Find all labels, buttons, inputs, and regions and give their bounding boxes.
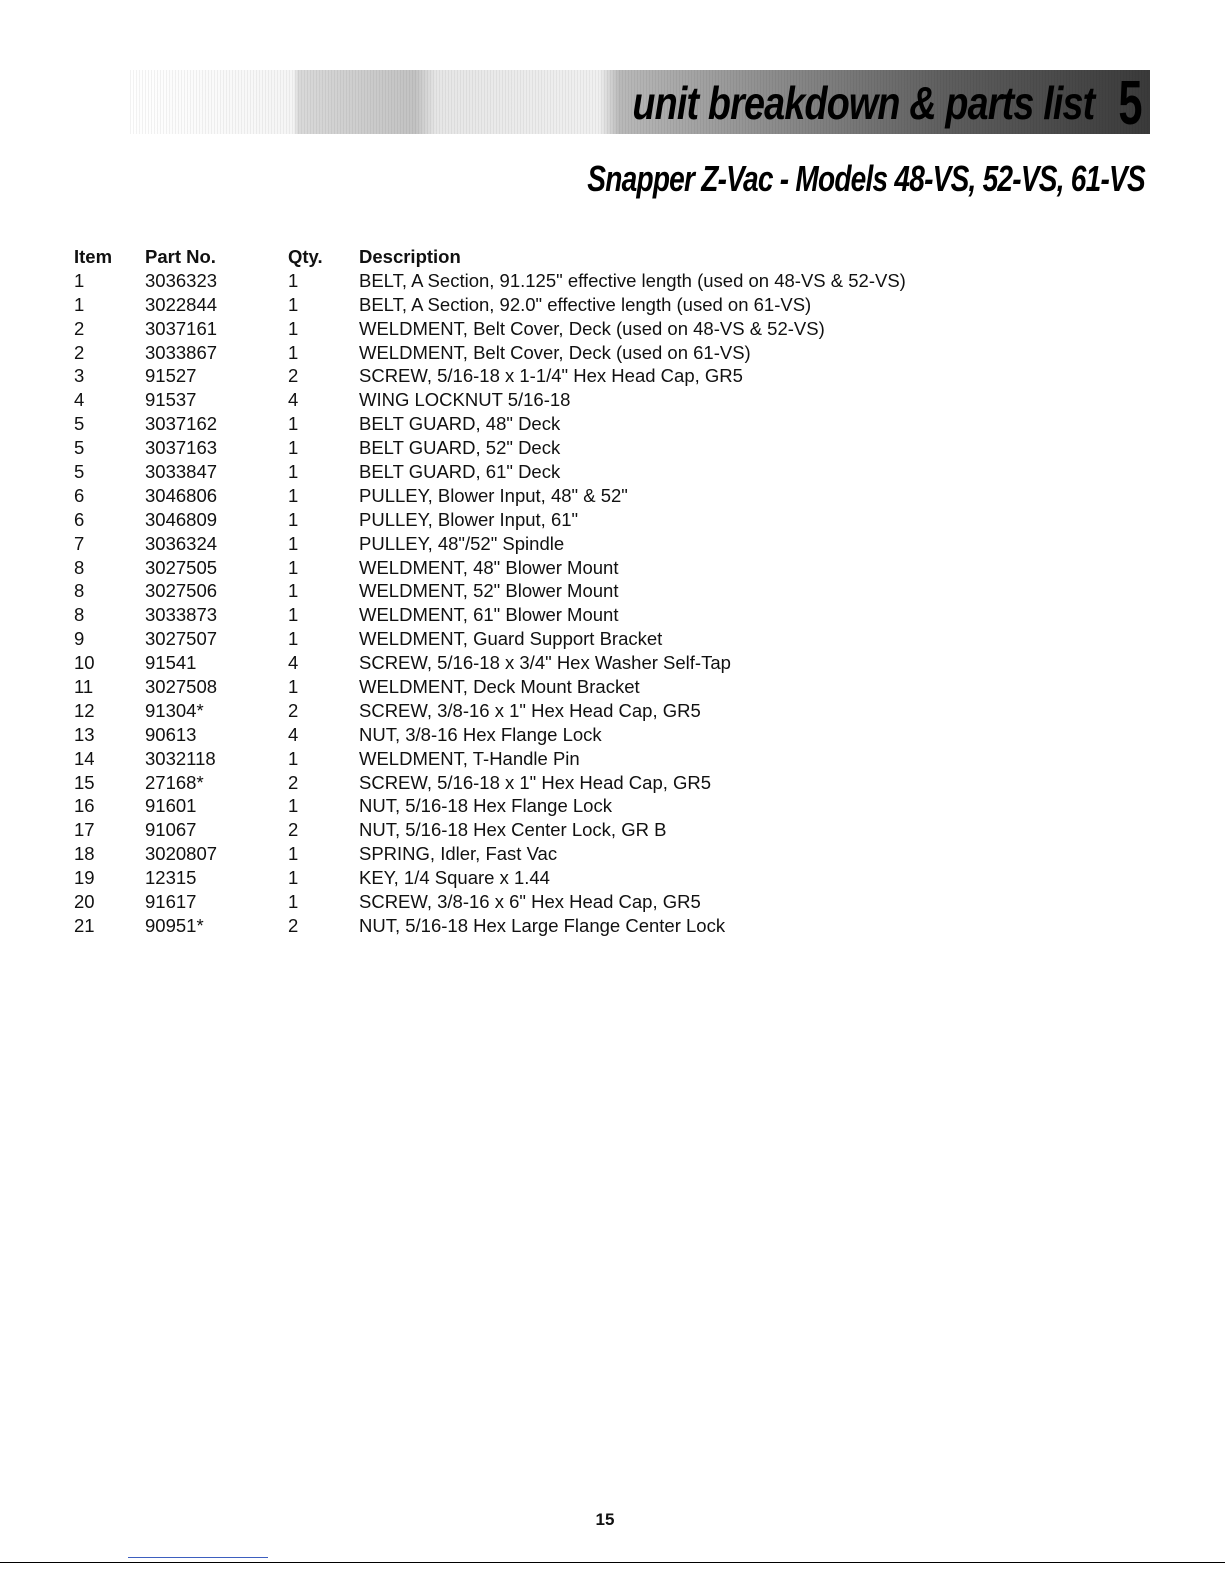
cell-description: PULLEY, 48"/52" Spindle	[359, 532, 565, 554]
cell-description: WELDMENT, Belt Cover, Deck (used on 61-VS)	[359, 341, 751, 363]
cell-part-no: 3027505	[145, 556, 218, 578]
table-row	[74, 651, 1059, 675]
cell-qty: 1	[288, 269, 299, 291]
cell-item: 1	[74, 293, 85, 315]
cell-part-no: 3036323	[145, 269, 218, 291]
cell-part-no: 3033873	[145, 604, 218, 626]
cell-qty: 1	[288, 317, 299, 339]
table-row	[74, 269, 1059, 293]
cell-description: WELDMENT, T-Handle Pin	[359, 747, 580, 769]
cell-description: BELT, A Section, 92.0" effective length (used on 61-VS)	[359, 293, 812, 315]
cell-description: NUT, 5/16-18 Hex Center Lock, GR B	[359, 819, 667, 841]
cell-description: SCREW, 5/16-18 x 3/4" Hex Washer Self-Tap	[359, 652, 731, 674]
cell-item: 6	[74, 508, 85, 530]
cell-part-no: 3046806	[145, 484, 218, 506]
cell-part-no: 3037163	[145, 437, 218, 459]
cell-qty: 1	[288, 556, 299, 578]
table-row	[74, 556, 1059, 580]
parts-table-body	[74, 269, 1059, 938]
cell-qty: 1	[288, 795, 299, 817]
cell-description: WELDMENT, Deck Mount Bracket	[359, 675, 640, 697]
cell-item: 3	[74, 365, 85, 387]
cell-item: 7	[74, 532, 85, 554]
cell-description: SCREW, 5/16-18 x 1" Hex Head Cap, GR5	[359, 771, 712, 793]
column-header-qty: Qty.	[288, 245, 323, 267]
cell-item: 10	[74, 652, 95, 674]
cell-part-no: 3033867	[145, 341, 218, 363]
cell-qty: 1	[288, 484, 299, 506]
cell-description: WING LOCKNUT 5/16-18	[359, 389, 571, 411]
cell-description: SCREW, 5/16-18 x 1-1/4" Hex Head Cap, GR5	[359, 365, 743, 387]
table-row	[74, 364, 1059, 388]
cell-item: 6	[74, 484, 85, 506]
cell-part-no: 91541	[145, 652, 197, 674]
cell-qty: 1	[288, 413, 299, 435]
cell-qty: 1	[288, 867, 299, 889]
cell-description: PULLEY, Blower Input, 48" & 52"	[359, 484, 628, 506]
cell-qty: 2	[288, 365, 299, 387]
cell-description: KEY, 1/4 Square x 1.44	[359, 867, 550, 889]
table-row	[74, 317, 1059, 341]
cell-item: 16	[74, 795, 95, 817]
cell-item: 2	[74, 341, 85, 363]
table-row	[74, 818, 1059, 842]
cell-qty: 1	[288, 890, 299, 912]
cell-item: 12	[74, 699, 95, 721]
section-number: 5	[1117, 69, 1142, 138]
cell-part-no: 90613	[145, 723, 197, 745]
footer-rule	[0, 1562, 1225, 1563]
cell-item: 2	[74, 317, 85, 339]
cell-item: 15	[74, 771, 95, 793]
table-row	[74, 794, 1059, 818]
cell-item: 20	[74, 890, 95, 912]
cell-description: SPRING, Idler, Fast Vac	[359, 843, 558, 865]
cell-part-no: 91527	[145, 365, 197, 387]
cell-part-no: 12315	[145, 867, 197, 889]
table-row	[74, 508, 1059, 532]
cell-item: 11	[74, 675, 94, 697]
cell-part-no: 3027508	[145, 675, 218, 697]
cell-qty: 1	[288, 532, 299, 554]
cell-item: 8	[74, 556, 85, 578]
table-row	[74, 723, 1059, 747]
cell-qty: 2	[288, 914, 299, 936]
cell-item: 5	[74, 413, 85, 435]
cell-item: 9	[74, 628, 85, 650]
table-row	[74, 579, 1059, 603]
cell-qty: 2	[288, 819, 299, 841]
cell-item: 5	[74, 437, 85, 459]
table-row	[74, 771, 1059, 795]
cell-part-no: 3037161	[145, 317, 218, 339]
cell-qty: 2	[288, 771, 299, 793]
cell-description: PULLEY, Blower Input, 61"	[359, 508, 579, 530]
table-row	[74, 699, 1059, 723]
cell-part-no: 3037162	[145, 413, 218, 435]
cell-part-no: 3020807	[145, 843, 218, 865]
cell-description: NUT, 5/16-18 Hex Flange Lock	[359, 795, 612, 817]
column-header-part-no: Part No.	[145, 245, 216, 267]
cell-part-no: 91617	[145, 890, 197, 912]
table-row	[74, 914, 1059, 938]
cell-qty: 1	[288, 341, 299, 363]
table-header-row	[74, 245, 1059, 269]
cell-qty: 1	[288, 293, 299, 315]
table-row	[74, 532, 1059, 556]
column-header-description: Description	[359, 245, 461, 267]
banner-title: unit breakdown & parts list	[631, 77, 1094, 129]
table-row	[74, 747, 1059, 771]
table-row	[74, 627, 1059, 651]
cell-part-no: 91067	[145, 819, 197, 841]
cell-part-no: 3046809	[145, 508, 218, 530]
cell-item: 19	[74, 867, 95, 889]
cell-description: BELT GUARD, 61" Deck	[359, 460, 561, 482]
cell-qty: 1	[288, 843, 299, 865]
cell-item: 13	[74, 723, 95, 745]
cell-item: 14	[74, 747, 95, 769]
cell-qty: 1	[288, 460, 299, 482]
cell-item: 18	[74, 843, 95, 865]
column-header-item: Item	[74, 245, 113, 267]
table-row	[74, 460, 1059, 484]
cell-qty: 4	[288, 389, 299, 411]
cell-item: 4	[74, 389, 85, 411]
cell-qty: 1	[288, 747, 299, 769]
cell-qty: 1	[288, 508, 299, 530]
cell-description: BELT GUARD, 48" Deck	[359, 413, 561, 435]
cell-description: WELDMENT, 61" Blower Mount	[359, 604, 619, 626]
section-banner	[130, 69, 1150, 138]
table-row	[74, 675, 1059, 699]
cell-qty: 1	[288, 604, 299, 626]
cell-part-no: 3022844	[145, 293, 218, 315]
cell-part-no: 27168*	[145, 771, 204, 793]
page-number: 15	[595, 1510, 615, 1529]
cell-item: 5	[74, 460, 85, 482]
cell-description: WELDMENT, Guard Support Bracket	[359, 628, 663, 650]
cell-item: 8	[74, 604, 85, 626]
table-row	[74, 890, 1059, 914]
table-row	[74, 866, 1059, 890]
cell-part-no: 3036324	[145, 532, 218, 554]
cell-description: WELDMENT, 48" Blower Mount	[359, 556, 619, 578]
cell-part-no: 3027506	[145, 580, 218, 602]
cell-qty: 1	[288, 628, 299, 650]
page-title: Snapper Z-Vac - Models 48-VS, 52-VS, 61-VS	[587, 158, 1145, 199]
table-row	[74, 293, 1059, 317]
cell-description: BELT GUARD, 52" Deck	[359, 437, 561, 459]
cell-part-no: 3027507	[145, 628, 218, 650]
cell-item: 21	[74, 914, 95, 936]
table-row	[74, 412, 1059, 436]
cell-qty: 4	[288, 723, 299, 745]
cell-qty: 1	[288, 675, 299, 697]
cell-qty: 2	[288, 699, 299, 721]
cell-item: 17	[74, 819, 95, 841]
cell-part-no: 3033847	[145, 460, 218, 482]
footer-link-rule	[128, 1557, 268, 1558]
cell-part-no: 91304*	[145, 699, 204, 721]
table-row	[74, 842, 1059, 866]
cell-part-no: 91601	[145, 795, 197, 817]
cell-description: SCREW, 3/8-16 x 6" Hex Head Cap, GR5	[359, 890, 701, 912]
table-row	[74, 436, 1059, 460]
cell-part-no: 90951*	[145, 914, 204, 936]
cell-qty: 1	[288, 580, 299, 602]
cell-description: WELDMENT, Belt Cover, Deck (used on 48-VS & 52-VS)	[359, 317, 825, 339]
cell-description: NUT, 3/8-16 Hex Flange Lock	[359, 723, 602, 745]
table-row	[74, 484, 1059, 508]
cell-item: 8	[74, 580, 85, 602]
table-row	[74, 603, 1059, 627]
cell-description: WELDMENT, 52" Blower Mount	[359, 580, 619, 602]
cell-qty: 1	[288, 437, 299, 459]
cell-description: NUT, 5/16-18 Hex Large Flange Center Lock	[359, 914, 726, 936]
parts-table	[74, 245, 1059, 938]
cell-part-no: 3032118	[145, 747, 216, 769]
cell-description: BELT, A Section, 91.125" effective length (used on 48-VS & 52-VS)	[359, 269, 906, 291]
table-row	[74, 388, 1059, 412]
cell-item: 1	[74, 269, 85, 291]
cell-qty: 4	[288, 652, 299, 674]
cell-description: SCREW, 3/8-16 x 1" Hex Head Cap, GR5	[359, 699, 701, 721]
table-row	[74, 341, 1059, 365]
cell-part-no: 91537	[145, 389, 197, 411]
